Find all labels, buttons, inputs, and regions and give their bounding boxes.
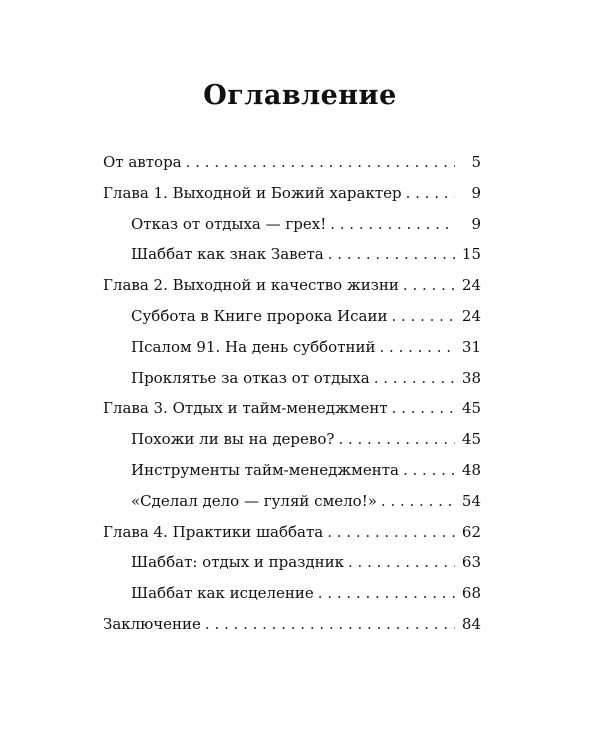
toc-subentry <box>103 547 481 578</box>
toc-subentry <box>103 363 481 394</box>
toc-entry-page: 84 <box>461 614 481 633</box>
toc-subentry <box>103 578 481 609</box>
toc-entry-page: 24 <box>461 306 481 325</box>
toc-leader-dots <box>327 517 455 548</box>
toc-entry-label: Проклятье за отказ от отдыха <box>131 368 370 387</box>
toc-entry <box>103 393 481 424</box>
toc-entry-label: Заключение <box>103 614 201 633</box>
toc-entry-label: Отказ от отдыха — грех! <box>131 214 327 233</box>
toc-entry-page: 9 <box>471 214 481 233</box>
toc-entry <box>103 609 481 640</box>
toc-subentry <box>103 239 481 270</box>
toc-entry-page: 63 <box>461 553 481 572</box>
toc-leader-dots <box>374 363 455 394</box>
toc-leader-dots <box>381 486 455 517</box>
toc-entry-page: 48 <box>461 460 481 479</box>
toc-entry-label: Псалом 91. На день субботний <box>131 337 376 356</box>
toc-entry <box>103 147 481 178</box>
toc-leader-dots <box>392 393 455 424</box>
toc-entry-page: 9 <box>471 183 481 202</box>
toc-leader-dots <box>406 178 455 209</box>
toc-entry-label: Шаббат: отдых и праздник <box>131 553 345 572</box>
toc-entry-page: 45 <box>461 430 481 449</box>
toc-subentry <box>103 332 481 363</box>
toc-leader-dots <box>348 547 455 578</box>
toc-entry-label: Шаббат как исцеление <box>131 584 314 603</box>
toc-entry-page: 15 <box>461 245 481 264</box>
toc-subentry <box>103 486 481 517</box>
toc-leader-dots <box>330 209 455 240</box>
toc-subentry <box>103 455 481 486</box>
toc-subentry <box>103 209 481 240</box>
toc-leader-dots <box>403 455 455 486</box>
toc-entry <box>103 517 481 548</box>
toc-entry-page: 38 <box>461 368 481 387</box>
page-title: Оглавление <box>203 80 397 111</box>
toc-entry-label: Глава 2. Выходной и качество жизни <box>103 276 399 295</box>
toc-entry-label: Глава 3. Отдых и тайм-менеджмент <box>103 399 388 418</box>
toc-entry-page: 62 <box>461 522 481 541</box>
toc-leader-dots <box>380 332 456 363</box>
toc-subentry <box>103 424 481 455</box>
toc-entry <box>103 178 481 209</box>
toc-entry-page: 5 <box>471 153 481 171</box>
toc-subentry <box>103 301 481 332</box>
toc-entry-page: 68 <box>461 584 481 603</box>
toc-leader-dots <box>186 147 455 178</box>
toc-entry-page: 45 <box>461 399 481 418</box>
toc-leader-dots <box>403 270 455 301</box>
toc-entry-label: Глава 1. Выходной и Божий характер <box>103 183 402 202</box>
toc-entry-label: Похожи ли вы на дерево? <box>131 430 335 449</box>
toc-entry-label: Шаббат как знак Завета <box>131 245 324 264</box>
toc-leader-dots <box>328 239 455 270</box>
toc-leader-dots <box>318 578 455 609</box>
toc-entry-label: «Сделал дело — гуляй смело!» <box>131 491 377 510</box>
toc-entry-page: 54 <box>461 491 481 510</box>
toc-leader-dots <box>392 301 456 332</box>
toc-entry-label: От автора <box>103 153 182 171</box>
toc-entry-label: Инструменты тайм-менеджмента <box>131 460 399 479</box>
toc-entry-label: Суббота в Книге пророка Исаии <box>131 306 388 325</box>
toc-entry-label: Глава 4. Практики шаббата <box>103 522 324 541</box>
table-of-contents <box>103 147 481 640</box>
toc-entry <box>103 270 481 301</box>
toc-entry-page: 31 <box>461 337 481 356</box>
toc-entry-page: 24 <box>461 276 481 295</box>
toc-leader-dots <box>205 609 455 640</box>
toc-leader-dots <box>338 424 455 455</box>
